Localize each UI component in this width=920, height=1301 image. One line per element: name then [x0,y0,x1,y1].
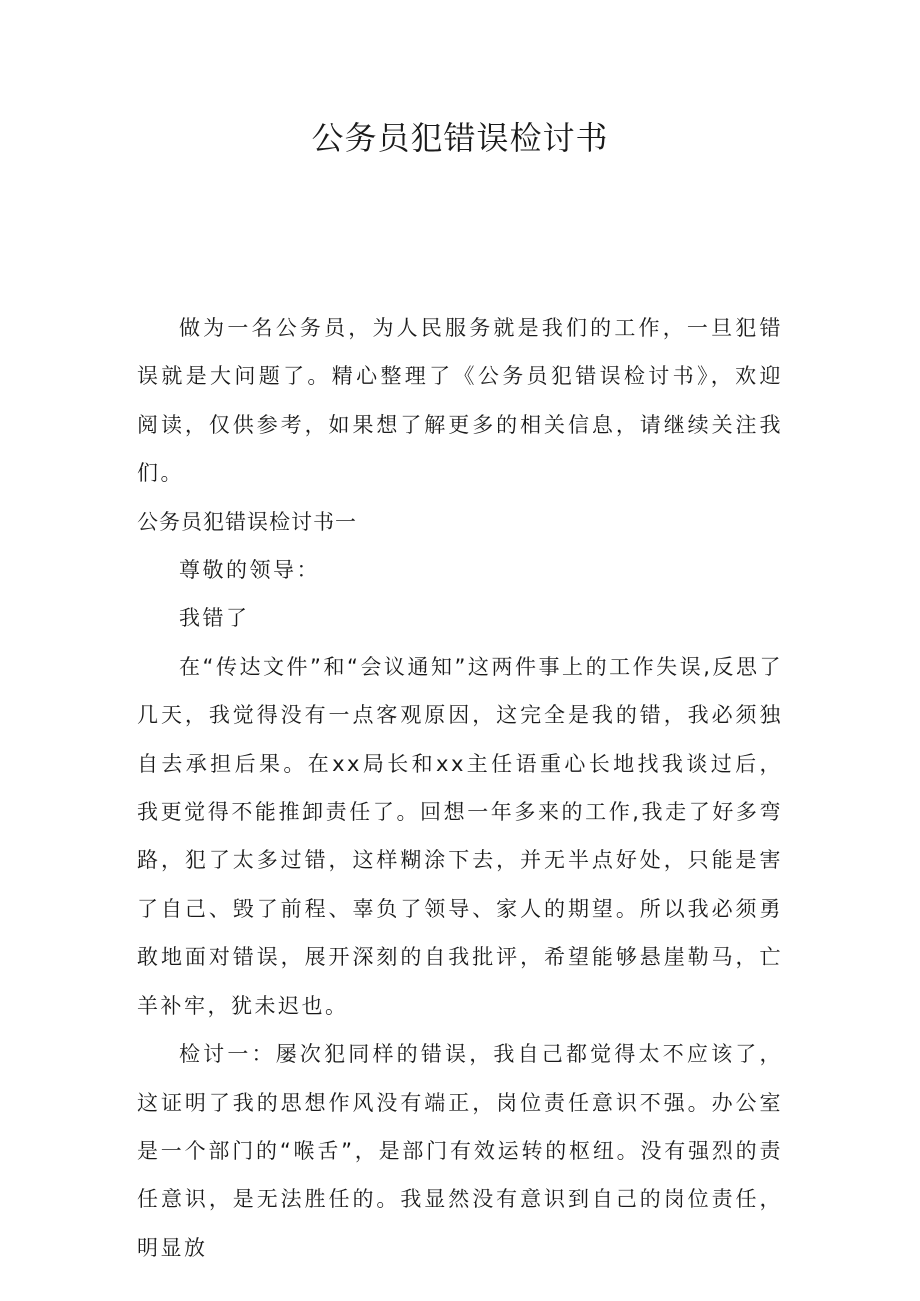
body-paragraph-2: 检讨一：屡次犯同样的错误，我自己都觉得太不应该了，这证明了我的思想作风没有端正，岗位责任意识不强。办公室是一个部门的“喉舌”，是部门有效运转的枢纽。没有强烈的责任意识，是无法胜任的。我显然没有意识到自己的岗位责任，明显放 [137,1042,783,1260]
admission-line: 我错了 [179,606,250,631]
document-body [137,304,783,1272]
section-heading: 公务员犯错误检讨书一 [137,509,357,534]
salutation: 尊敬的领导： [179,558,320,583]
body-paragraph-1: 在“传达文件”和“会议通知”这两件事上的工作失误,反思了几天，我觉得没有一点客观原因，这完全是我的错，我必须独自去承担后果。在xx局长和xx主任语重心长地找我谈过后，我更觉得不能推卸责任了。回想一年多来的工作,我走了好多弯路，犯了太多过错，这样糊涂下去，并无半点好处，只能是害了自己、毁了前程、辜负了领导、家人的期望。所以我必须勇敢地面对错误，展开深刻的自我批评，希望能够悬崖勒马，亡羊补牢，犹未迟也。 [137,654,783,1018]
document-title: 公务员犯错误检讨书 [311,119,609,157]
intro-paragraph: 做为一名公务员，为人民服务就是我们的工作，一旦犯错误就是大问题了。精心整理了《公务员犯错误检讨书》，欢迎阅读，仅供参考，如果想了解更多的相关信息，请继续关注我们。 [137,316,783,486]
